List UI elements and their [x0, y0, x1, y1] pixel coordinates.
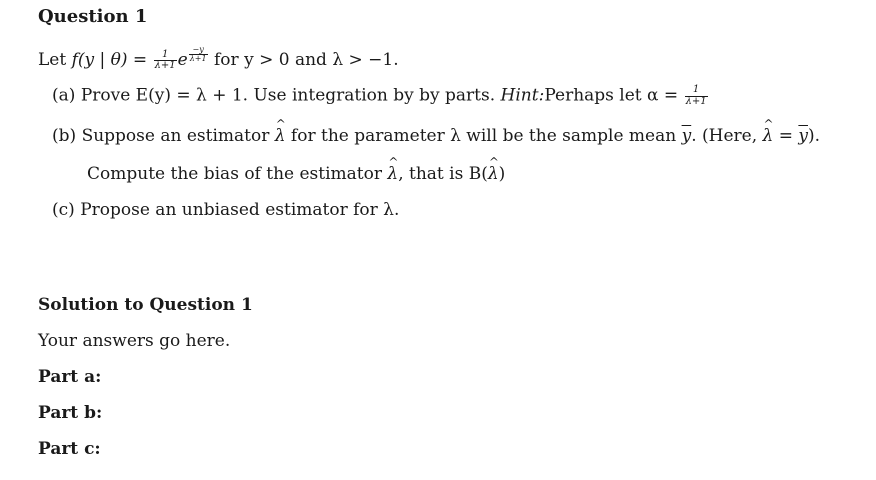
part-a-hint-label: Hint:: [500, 85, 545, 106]
solution-placeholder: Your answers go here.: [38, 331, 231, 351]
part-a-text: Prove E(y) = λ + 1. Use integration by by parts.: [80, 85, 501, 106]
intro-lead: Let: [38, 50, 72, 70]
y-bar: $\overline{y}$: [681, 126, 692, 146]
part-c-label: (c): [52, 200, 75, 220]
question-title: Question 1: [38, 6, 148, 27]
part-c-text: Propose an unbiased estimator for λ.: [80, 200, 400, 220]
intro-tail: for y > 0 and λ > −1.: [208, 50, 399, 70]
part-a-label: (a): [52, 85, 76, 106]
intro-exponent: $\frac{-y}{\lambda+1}$: [189, 44, 207, 63]
part-c-question: [52, 200, 399, 220]
lambda-hat: ^ λ: [275, 126, 286, 146]
part-a-hint-text: Perhaps let α =: [544, 85, 684, 106]
solution-part-c-label: Part c:: [38, 439, 101, 459]
intro-e: e: [177, 50, 188, 70]
part-a-fraction: $\frac{1}{\lambda+1}$: [685, 84, 707, 107]
intro-fraction: $\frac{1}{\lambda+1}$: [154, 48, 176, 71]
solution-part-a-label: Part a:: [38, 367, 102, 387]
part-b-label: (b): [52, 126, 77, 146]
solution-part-b-label: Part b:: [38, 403, 103, 423]
part-b-question-line1: (b) Suppose an estimator ^ λ for the parameter λ will be the sample mean $\overline{y}$. (Here, ^ $\lambda = \overline{y}$).: [52, 126, 820, 146]
part-a-question: [52, 85, 709, 107]
solution-title: Solution to Question 1: [38, 295, 253, 315]
intro-function: f(y | θ) =: [71, 50, 153, 70]
part-b-question-line2: Compute the bias of the estimator ^ λ, that is B(^ λ): [87, 164, 505, 184]
question-intro: [38, 44, 399, 72]
